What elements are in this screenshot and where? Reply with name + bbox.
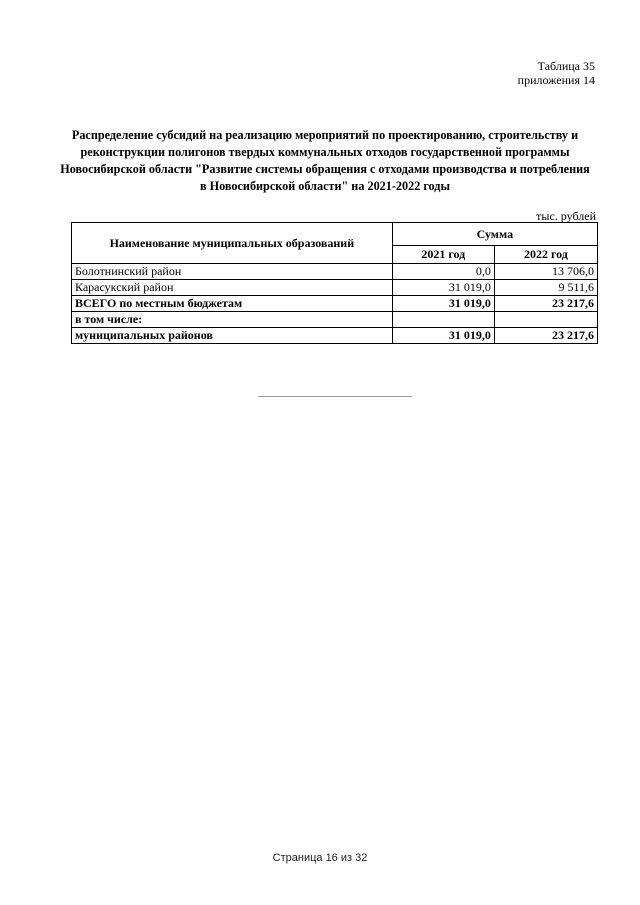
row-value-2021: 31 019,0 (392, 296, 494, 312)
row-value-2021: 31 019,0 (392, 328, 494, 344)
units-label: тыс. рублей (536, 209, 596, 223)
row-name: в том числе: (72, 312, 393, 328)
row-value-2021 (392, 312, 494, 328)
row-value-2022: 9 511,6 (494, 280, 597, 296)
row-value-2022: 23 217,6 (494, 328, 597, 344)
column-header-sum: Сумма (392, 223, 597, 246)
row-value-2022 (494, 312, 597, 328)
table-row-including (72, 312, 598, 328)
table-reference (518, 59, 595, 87)
row-value-2022: 13 706,0 (494, 264, 597, 280)
row-name: ВСЕГО по местным бюджетам (72, 296, 393, 312)
table-number: Таблица 35 (537, 59, 595, 73)
row-value-2021: 0,0 (392, 264, 494, 280)
row-name: Болотнинский район (72, 264, 393, 280)
table-row-municipal (72, 328, 598, 344)
page-number: Страница 16 из 32 (272, 852, 368, 864)
column-header-2022: 2022 год (494, 246, 597, 264)
row-name: муниципальных районов (72, 328, 393, 344)
column-header-2021: 2021 год (392, 246, 494, 264)
table-row (72, 280, 598, 296)
column-header-name: Наименование муниципальных образований (72, 223, 393, 264)
table-row-total (72, 296, 598, 312)
row-value-2022: 23 217,6 (494, 296, 597, 312)
appendix-number: приложения 14 (517, 73, 595, 87)
row-value-2021: 31 019,0 (392, 280, 494, 296)
row-name: Карасукский район (72, 280, 393, 296)
document-title: Распределение субсидий на реализацию мероприятий по проектированию, строительству и реконструкции полигонов твердых коммунальных отходов государственной программы Новосибирской области "Развитие системы обращения с отходами производства и потребления в Новосибирской области" на 2021-2022 годы (60, 128, 590, 193)
end-separator-line (258, 396, 412, 397)
table-row (72, 264, 598, 280)
subsidy-table (71, 222, 598, 344)
